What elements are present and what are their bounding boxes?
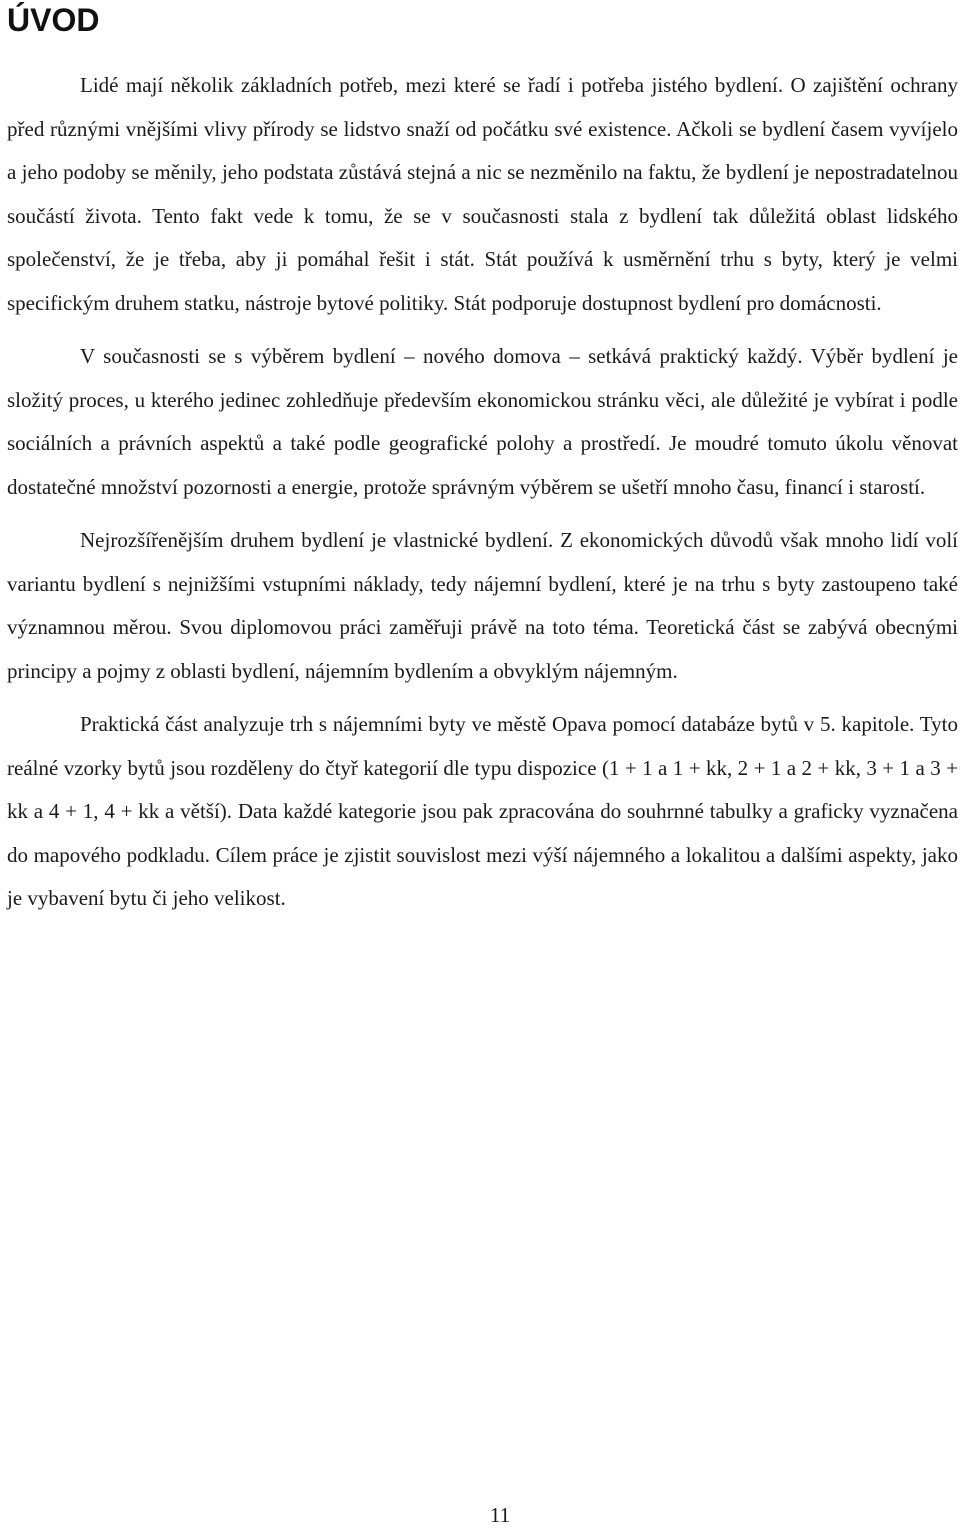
paragraph-3: Nejrozšířenějším druhem bydlení je vlastnické bydlení. Z ekonomických důvodů však mnoho lidí volí variantu bydlení s nejnižšími vstupními náklady, tedy nájemní bydlení, které je na trhu s byty zastoupeno také významnou měrou. Svou diplomovou práci zaměřuji právě na toto téma. Teoretická část se zabývá obecnými principy a pojmy z oblasti bydlení, nájemním bydlením a obvyklým nájemným. — [7, 528, 958, 683]
body-text — [7, 64, 958, 921]
page-number: 11 — [489, 1503, 511, 1527]
paragraph-2: V současnosti se s výběrem bydlení – nového domova – setkává praktický každý. Výběr bydlení je složitý proces, u kterého jedinec zohledňuje především ekonomickou stránku věci, ale důležité je vybírat i podle sociálních a právních aspektů a také podle geografické polohy a prostředí. Je moudré tomuto úkolu věnovat dostatečné množství pozornosti a energie, protože správným výběrem se ušetří mnoho času, financí i starostí. — [7, 344, 958, 499]
paragraph-1: Lidé mají několik základních potřeb, mezi které se řadí i potřeba jistého bydlení. O zajištění ochrany před různými vnějšími vlivy přírody se lidstvo snaží od počátku své existence. Ačkoli se bydlení časem vyvíjelo a jeho podoby se měnily, jeho podstata zůstává stejná a nic se nezměnilo na faktu, že bydlení je nepostradatelnou součástí života. Tento fakt vede k tomu, že se v současnosti stala z bydlení tak důležitá oblast lidského společenství, že je třeba, aby ji pomáhal řešit i stát. Stát používá k usměrnění trhu s byty, který je velmi specifickým druhem statku, nástroje bytové politiky. Stát podporuje dostupnost bydlení pro domácnosti. — [7, 73, 958, 315]
chapter-heading: ÚVOD — [7, 2, 100, 38]
paragraph-4: Praktická část analyzuje trh s nájemními byty ve městě Opava pomocí databáze bytů v 5. kapitole. Tyto reálné vzorky bytů jsou rozděleny do čtyř kategorií dle typu dispozice (1 + 1 a 1 + kk, 2 + 1 a 2 + kk, 3 + 1 a 3 + kk a 4 + 1, 4 + kk a větší). Data každé kategorie jsou pak zpracována do souhrnné tabulky a graficky vyznačena do mapového podkladu. Cílem práce je zjistit souvislost mezi výší nájemného a lokalitou a dalšími aspekty, jako je vybavení bytu či jeho velikost. — [7, 712, 958, 910]
